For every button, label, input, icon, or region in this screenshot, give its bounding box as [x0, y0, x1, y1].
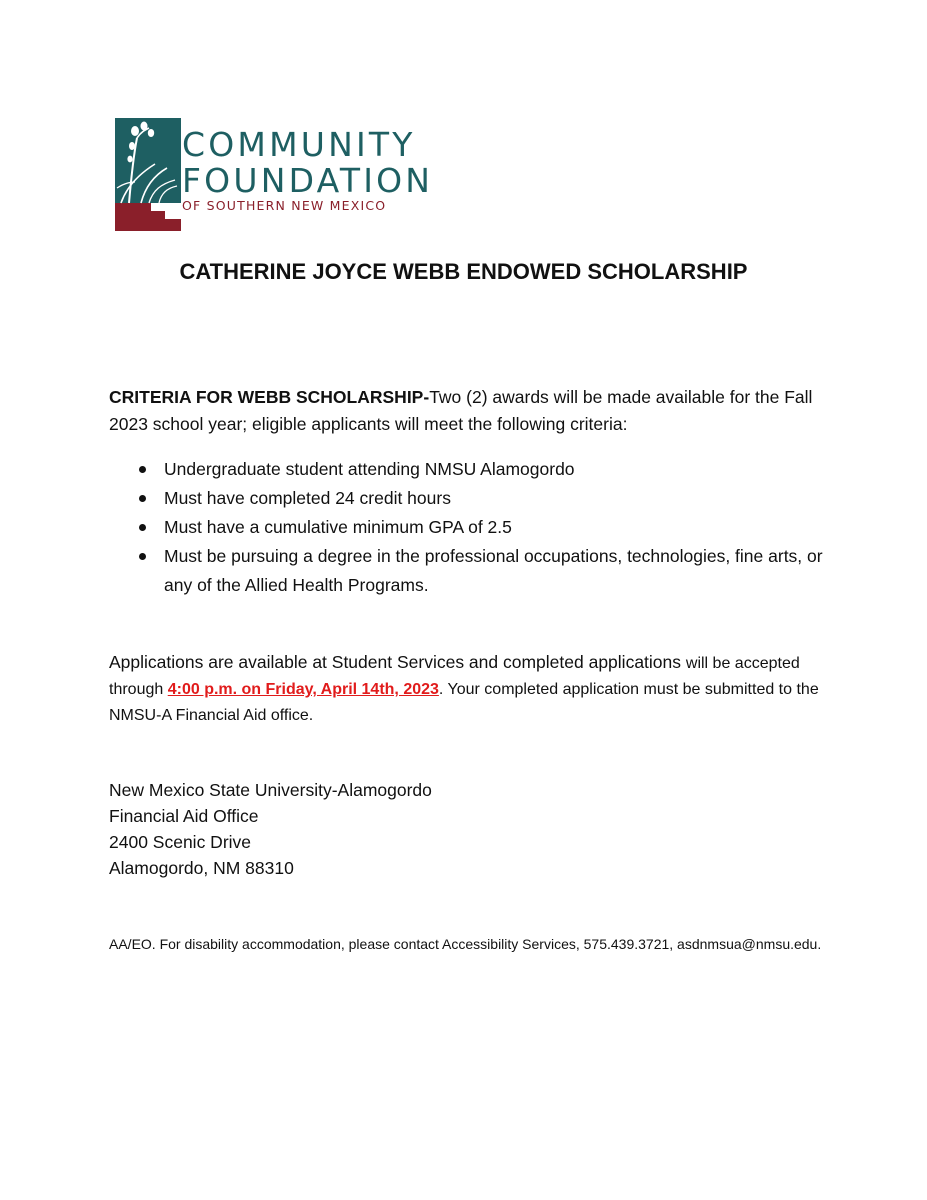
list-item: Must have a cumulative minimum GPA of 2.5	[109, 513, 829, 542]
community-foundation-logo	[115, 118, 434, 236]
address-line: 2400 Scenic Drive	[109, 832, 252, 852]
accessibility-footer: AA/EO. For disability accommodation, please contact Accessibility Services, 575.439.3721, asdnmsua@nmsu.edu.	[109, 936, 822, 952]
applications-text-1: Applications are available at Student Services and completed applications	[109, 652, 686, 672]
criteria-text: Two (2) awards will be made available for the Fall 2023 school year; eligible applicants will meet the following criteria:	[109, 387, 813, 434]
logo-mark-icon	[115, 118, 185, 231]
document-title: CATHERINE JOYCE WEBB ENDOWED SCHOLARSHIP	[179, 259, 748, 284]
list-item: Must be pursuing a degree in the professional occupations, technologies, fine arts, or any of the Allied Health Programs.	[109, 542, 829, 600]
address-line: Financial Aid Office	[109, 806, 259, 826]
logo-text-community: COMMUNITY	[182, 125, 416, 164]
criteria-list	[109, 455, 829, 600]
logo-text-foundation: FOUNDATION	[182, 161, 434, 200]
logo-text-southern-nm: OF SOUTHERN NEW MEXICO	[182, 198, 387, 213]
address-line: New Mexico State University-Alamogordo	[109, 780, 432, 800]
list-item: Undergraduate student attending NMSU Alamogordo	[109, 455, 829, 484]
address-line: Alamogordo, NM 88310	[109, 858, 294, 878]
deadline-text: 4:00 p.m. on Friday, April 14th, 2023	[167, 681, 439, 698]
criteria-heading: CRITERIA FOR WEBB SCHOLARSHIP-	[109, 387, 430, 407]
applications-text-2: will be accepted through	[109, 655, 800, 698]
list-item: Must have completed 24 credit hours	[109, 484, 829, 513]
applications-paragraph	[109, 649, 829, 729]
office-address	[109, 777, 432, 881]
criteria-paragraph	[109, 384, 839, 438]
applications-text-3: . Your completed application must be submitted to the NMSU-A Financial Aid office.	[109, 681, 819, 724]
